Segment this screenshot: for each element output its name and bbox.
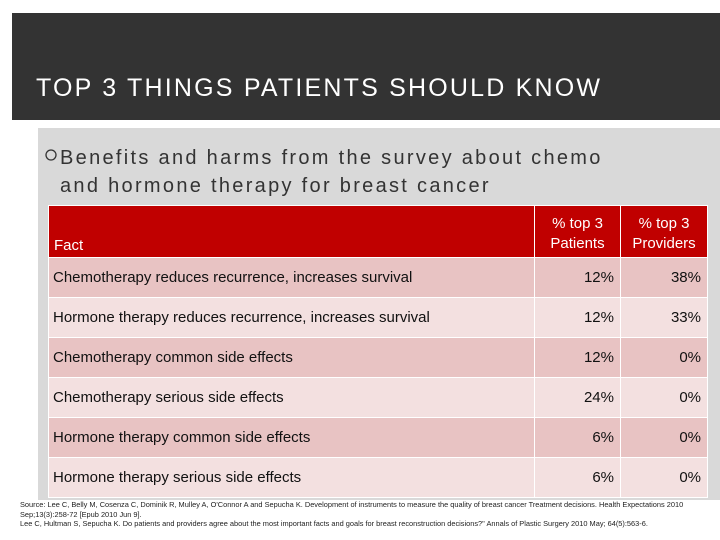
fact-cell: Chemotherapy common side effects — [49, 338, 535, 378]
providers-cell: 0% — [621, 378, 708, 418]
source-line-2: Lee C, Hultman S, Sepucha K. Do patients and providers agree about the most important facts and goals for breast reconstruction decisions?" Annals of Plastic Surgery 2010 May; 64(5):563-6. — [20, 519, 648, 528]
table-row — [49, 418, 708, 458]
providers-cell: 38% — [621, 258, 708, 298]
patients-cell: 6% — [535, 458, 621, 498]
providers-cell: 0% — [621, 418, 708, 458]
fact-cell: Chemotherapy reduces recurrence, increases survival — [49, 258, 535, 298]
providers-cell: 0% — [621, 458, 708, 498]
title-bar — [12, 13, 720, 120]
slide-title: TOP 3 THINGS PATIENTS SHOULD KNOW — [36, 74, 603, 102]
source-citation — [20, 500, 710, 529]
table-header-row — [49, 206, 708, 258]
facts-table — [48, 205, 708, 498]
fact-cell: Hormone therapy common side effects — [49, 418, 535, 458]
patients-cell: 6% — [535, 418, 621, 458]
fact-cell: Hormone therapy serious side effects — [49, 458, 535, 498]
bullet-line-2: and hormone therapy for breast cancer — [60, 175, 491, 197]
table-row — [49, 458, 708, 498]
table-row — [49, 338, 708, 378]
bullet-line-1: Benefits and harms from the survey about chemo — [60, 147, 603, 169]
providers-cell: 0% — [621, 338, 708, 378]
bullet-point — [44, 144, 704, 200]
circle-outline-icon — [44, 147, 60, 163]
source-line-1: Source: Lee C, Belly M, Cosenza C, Dominik R, Mulley A, O'Connor A and Sepucha K. Development of instruments to measure the quality of breast cancer Treatment decisions. Health Expectations 2010 Sep;13(3):258-72 [Epub 2010 Jun 9]. — [20, 500, 684, 519]
table-row — [49, 258, 708, 298]
table-row — [49, 378, 708, 418]
patients-cell: 12% — [535, 258, 621, 298]
header-fact: Fact — [49, 206, 535, 258]
table-row — [49, 298, 708, 338]
fact-cell: Chemotherapy serious side effects — [49, 378, 535, 418]
providers-cell: 33% — [621, 298, 708, 338]
header-patients: % top 3 Patients — [535, 206, 621, 258]
fact-cell: Hormone therapy reduces recurrence, increases survival — [49, 298, 535, 338]
patients-cell: 12% — [535, 338, 621, 378]
header-providers: % top 3 Providers — [621, 206, 708, 258]
patients-cell: 24% — [535, 378, 621, 418]
patients-cell: 12% — [535, 298, 621, 338]
